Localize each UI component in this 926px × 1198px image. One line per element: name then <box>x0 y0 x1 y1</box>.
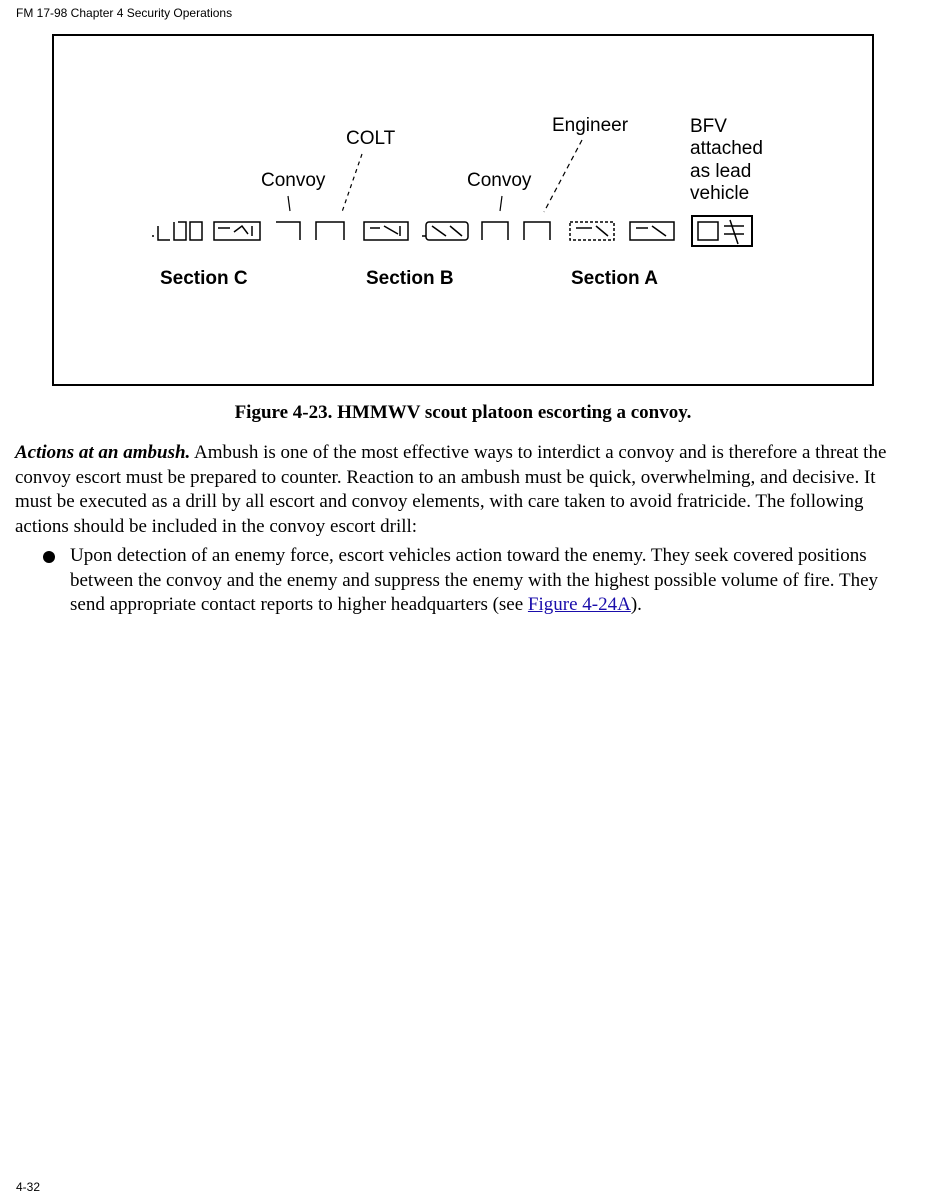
pointer-lines <box>288 140 582 212</box>
hmmwv-icon <box>422 222 468 240</box>
convoy-vehicle-icon <box>276 222 300 240</box>
lead-in: Actions at an ambush <box>15 442 186 463</box>
figure-diagram <box>52 34 874 386</box>
convoy-vehicle-icon <box>482 222 508 240</box>
label-convoy-left: Convoy <box>261 170 326 191</box>
label-bfv-line2: attached <box>690 138 763 159</box>
vehicle-row <box>152 216 752 246</box>
convoy-diagram-svg <box>54 36 872 384</box>
label-bfv-line3: as lead <box>690 161 752 182</box>
pointer-engineer <box>544 140 582 212</box>
bullet-icon <box>43 551 55 563</box>
hmmwv-icon <box>570 222 614 240</box>
pointer-convoy-right <box>500 196 502 211</box>
label-bfv-line1: BFV <box>690 116 727 137</box>
paragraph-text: Ambush is one of the most effective ways to interdict a convoy and is therefore a threat the convoy escort must be prepared to counter. Reaction to an ambush must be quick, overwhelming, and decisive. It must be executed as a drill by all escort and convoy elements, with care taken to avoid fratricide. The following actions should be included in the convoy escort drill: <box>15 442 887 537</box>
running-header: FM 17-98 Chapter 4 Security Operations <box>16 6 233 20</box>
label-section-b: Section B <box>366 268 454 289</box>
list-item <box>0 544 890 618</box>
hmmwv-icon <box>152 222 202 240</box>
pointer-colt <box>342 154 362 212</box>
hmmwv-icon <box>214 222 260 240</box>
label-bfv-line4: vehicle <box>690 183 750 204</box>
body-paragraph <box>15 441 911 539</box>
convoy-vehicle-icon <box>316 222 344 240</box>
bfv-icon <box>692 216 752 246</box>
lead-punct: . <box>185 442 191 463</box>
bullet-list <box>0 544 926 618</box>
label-engineer: Engineer <box>552 115 629 136</box>
hmmwv-icon <box>364 222 408 240</box>
pointer-convoy-left <box>288 196 290 211</box>
hmmwv-icon <box>630 222 674 240</box>
figure-caption: Figure 4-23. HMMWV scout platoon escorting a convoy. <box>234 402 692 423</box>
label-convoy-right: Convoy <box>467 170 532 191</box>
figure-4-24a-link[interactable]: Figure 4-24A <box>527 594 631 615</box>
bullet-text-after: ). <box>630 594 642 615</box>
convoy-vehicle-icon <box>524 222 550 240</box>
bullet-text-before: Upon detection of an enemy force, escort vehicles action toward the enemy. They seek covered positions between the convoy and the enemy and suppress the enemy with the highest possible volume of fire. They send appropriate contact reports to higher headquarters (see <box>70 545 879 615</box>
label-section-c: Section C <box>160 268 248 289</box>
label-colt: COLT <box>346 128 396 149</box>
label-section-a: Section A <box>571 268 658 289</box>
page-number: 4-32 <box>16 1180 41 1194</box>
